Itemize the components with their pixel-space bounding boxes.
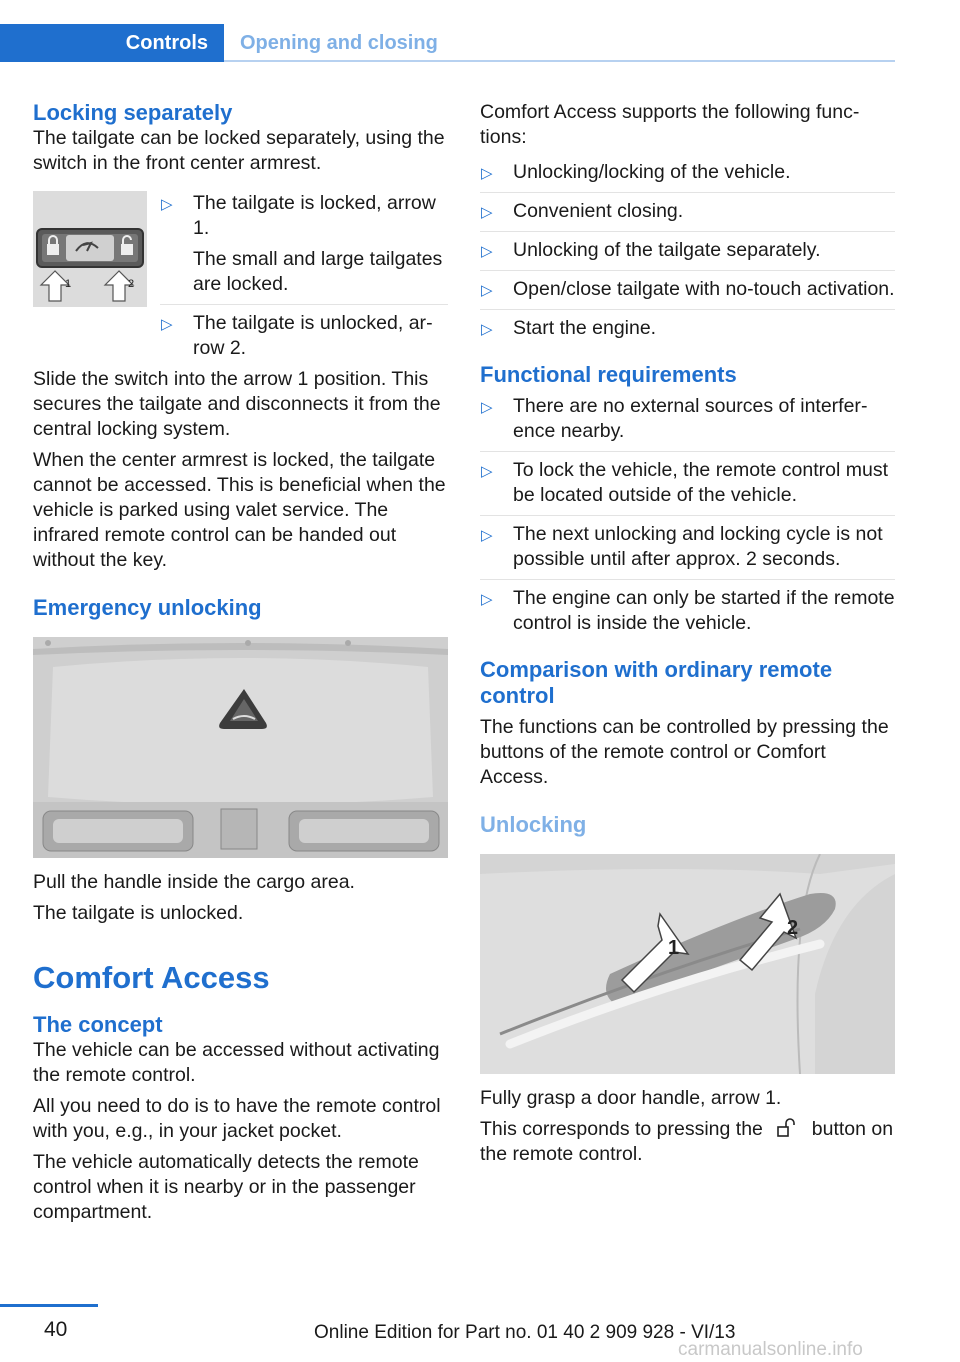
unlocking-heading: Unlocking xyxy=(480,812,587,837)
comfort-access-heading: Comfort Access xyxy=(33,960,270,995)
section-tab: Opening and closing xyxy=(224,24,895,62)
edition-text: Online Edition for Part no. 01 40 2 909 928 - VI/13 xyxy=(314,1322,736,1343)
door-handle-figure xyxy=(480,854,895,1074)
comparison-text: The functions can be controlled by pressing the buttons of the remote control or Comfort Access. xyxy=(480,716,889,788)
unlock-button-icon xyxy=(774,1118,800,1138)
cargo-area-figure xyxy=(33,637,448,858)
list-item: ▷ The tailgate is unlocked, arrow 2. xyxy=(160,304,448,368)
emergency-unlocking-heading: Emergency unlocking xyxy=(33,595,262,620)
arrow-1-label: 1 xyxy=(668,937,680,959)
list-item: ▷ The next unlocking and locking cycle is not possible until after approx. 2 seconds. xyxy=(480,515,895,579)
footer-rule xyxy=(0,1304,98,1307)
list-item: ▷ There are no external sources of interference nearby. xyxy=(481,395,868,442)
switch-block xyxy=(33,191,448,359)
bullet-triangle-icon: ▷ xyxy=(481,282,493,299)
bullet-triangle-icon: ▷ xyxy=(481,399,493,416)
page-header xyxy=(0,0,895,62)
page-number: 40 xyxy=(44,1318,68,1341)
list-item: ▷ Convenient closing. xyxy=(480,192,895,231)
arrow-2-label: 2 xyxy=(128,278,135,290)
bullet-triangle-icon: ▷ xyxy=(481,321,493,338)
list-item: ▷ Start the engine. xyxy=(480,309,895,348)
cargo-handle-illustration xyxy=(33,637,448,858)
bullet-triangle-icon: ▷ xyxy=(481,591,493,608)
concept-text-3: The vehicle automatically detects the remote control when it is nearby or in the passenger compartment. xyxy=(33,1151,419,1223)
requirements-list xyxy=(480,394,895,643)
armrest-switch-figure xyxy=(33,191,147,307)
list-item: ▷ The tailgate is locked, arrow 1. The small and large tailgates are locked. xyxy=(161,192,443,295)
button-equivalence-text: This corresponds to pressing the button on the remote control. xyxy=(480,1118,894,1165)
concept-text-2: All you need to do is to have the remote control with you, e.g., in your jacket pocket. xyxy=(33,1095,441,1142)
locking-separately-heading: Locking separately xyxy=(33,100,233,125)
concept-heading: The concept xyxy=(33,1012,163,1037)
functional-requirements-heading: Functional requirements xyxy=(480,362,737,387)
bullet-triangle-icon: ▷ xyxy=(481,243,493,260)
valet-text: When the center armrest is locked, the tailgate cannot be accessed. This is beneficial when the vehicle is parked using valet service. The infrared remote control can be handed out without the key. xyxy=(33,449,446,571)
watermark: carmanualsonline.info xyxy=(678,1339,863,1360)
switch-illustration xyxy=(33,191,147,307)
bullet-triangle-icon: ▷ xyxy=(481,527,493,544)
pull-handle-text: Pull the handle inside the cargo area. xyxy=(33,871,355,893)
comparison-heading: Comparison with ordinary remote control xyxy=(480,657,833,708)
bullet-triangle-icon: ▷ xyxy=(481,165,493,182)
left-column xyxy=(33,100,448,1231)
bullet-triangle-icon: ▷ xyxy=(481,463,493,480)
list-item: ▷ Open/close tailgate with no-touch activation. xyxy=(480,270,895,309)
support-intro: Comfort Access supports the following functions: xyxy=(480,101,860,148)
concept-text-1: The vehicle can be accessed without activating the remote control. xyxy=(33,1039,440,1086)
list-item: ▷ Unlocking of the tailgate separately. xyxy=(480,231,895,270)
bullet-triangle-icon: ▷ xyxy=(161,196,173,213)
switch-position-text: Slide the switch into the arrow 1 position. This secures the tailgate and disconnects it from the central locking system. xyxy=(33,368,441,440)
door-handle-illustration xyxy=(480,854,895,1074)
right-column xyxy=(480,100,895,1173)
header-rule xyxy=(224,60,895,62)
tailgate-unlocked-text: The tailgate is unlocked. xyxy=(33,902,244,924)
functions-list xyxy=(480,160,895,348)
arrow-1-label: 1 xyxy=(65,278,72,290)
locking-intro: The tailgate can be locked separately, using the switch in the front center armrest. xyxy=(33,127,445,174)
list-item: ▷ The engine can only be started if the remote control is inside the vehicle. xyxy=(480,579,895,643)
chapter-tab: Controls xyxy=(0,24,224,62)
list-item: ▷ Unlocking/locking of the vehicle. xyxy=(480,160,895,192)
bullet-triangle-icon: ▷ xyxy=(161,316,173,333)
bullet-triangle-icon: ▷ xyxy=(481,204,493,221)
lock-state-list xyxy=(160,191,448,368)
grasp-handle-text: Fully grasp a door handle, arrow 1. xyxy=(480,1087,782,1109)
list-item: ▷ To lock the vehicle, the remote control must be located outside of the vehicle. xyxy=(480,451,895,515)
arrow-2-label: 2 xyxy=(787,917,799,939)
